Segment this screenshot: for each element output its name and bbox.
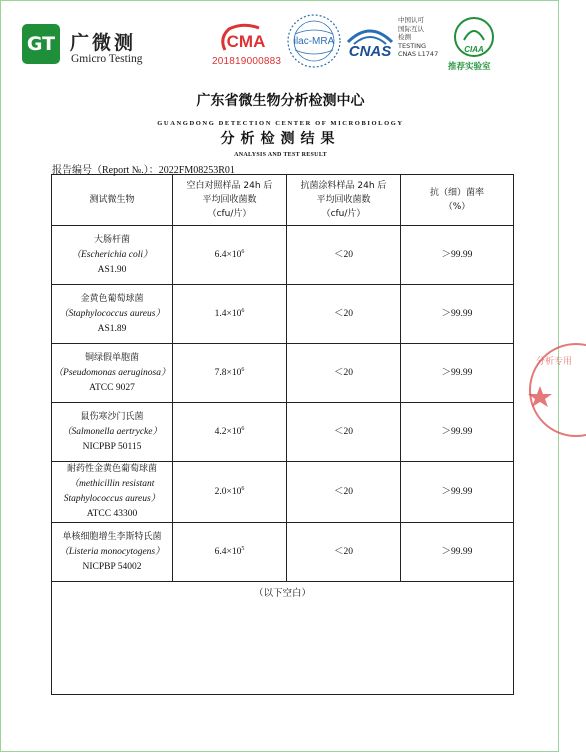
organism-name-cn: 耐药性金黄色葡萄球菌 bbox=[66, 464, 157, 474]
sample-cell bbox=[287, 285, 401, 344]
organism-name-latin: Staphylococcus aureus） bbox=[63, 494, 161, 504]
rate-cell bbox=[401, 285, 514, 344]
ciaa-mark-text: CIAA bbox=[464, 45, 484, 54]
sample-value: ＜20 bbox=[333, 486, 353, 497]
seal-stamp bbox=[526, 340, 586, 440]
results-table bbox=[51, 174, 514, 695]
cnas-accreditation-text bbox=[398, 16, 438, 59]
rate-value: ＞99.99 bbox=[441, 546, 473, 557]
cnas-mark-text: CNAS bbox=[348, 43, 392, 60]
header-text: （%） bbox=[443, 202, 471, 212]
control-value: 1.4×10 bbox=[214, 308, 242, 319]
cnas-line: TESTING bbox=[398, 41, 426, 50]
header-microorganism bbox=[52, 175, 173, 226]
header-sample bbox=[287, 175, 401, 226]
control-exponent: 6 bbox=[241, 425, 245, 432]
cnas-logo bbox=[344, 24, 396, 64]
organism-strain: ATCC 9027 bbox=[89, 382, 135, 393]
blank-note: （以下空白） bbox=[253, 588, 311, 599]
center-name: 广东省微生物分析检测中心 bbox=[196, 93, 365, 109]
cnas-line: 国际互认 bbox=[398, 24, 424, 33]
rate-value: ＞99.99 bbox=[441, 426, 473, 437]
organism-name-cn: 铜绿假单胞菌 bbox=[84, 352, 139, 363]
rate-value: ＞99.99 bbox=[441, 308, 473, 319]
rate-cell bbox=[401, 403, 514, 462]
cma-logo bbox=[219, 24, 273, 54]
cnas-line: 检测 bbox=[398, 33, 411, 42]
ciaa-logo bbox=[448, 16, 500, 60]
sample-cell bbox=[287, 403, 401, 462]
table-row bbox=[52, 523, 514, 582]
sample-value: ＜20 bbox=[333, 367, 353, 378]
organism-strain: ATCC 43300 bbox=[86, 509, 138, 519]
table-row bbox=[52, 226, 514, 285]
header-text: 平均回收菌数 bbox=[202, 195, 257, 205]
header-text: 空白对照样品 24h 后 bbox=[186, 181, 273, 191]
sample-cell bbox=[287, 226, 401, 285]
control-value: 6.4×10 bbox=[214, 546, 242, 557]
ciaa-label: 推荐实验室 bbox=[448, 62, 491, 72]
header-text: 抗菌涂料样品 24h 后 bbox=[300, 181, 387, 191]
cnas-line: CNAS L1747 bbox=[398, 50, 439, 59]
organism-name-latin: （Listeria monocytogens） bbox=[59, 546, 165, 557]
control-cell bbox=[173, 226, 287, 285]
cma-mark-text: CMA bbox=[226, 32, 266, 51]
rate-value: ＞99.99 bbox=[441, 367, 473, 378]
table-row bbox=[52, 344, 514, 403]
sample-cell bbox=[287, 523, 401, 582]
control-cell bbox=[173, 285, 287, 344]
cnas-line: 中国认可 bbox=[398, 16, 424, 24]
control-cell bbox=[173, 403, 287, 462]
table-row bbox=[52, 285, 514, 344]
sample-value: ＜20 bbox=[333, 546, 353, 557]
microorganism-cell bbox=[52, 523, 173, 582]
header-text: 平均回收菌数 bbox=[316, 195, 371, 205]
header-text: （cfu/片） bbox=[207, 209, 252, 219]
control-cell bbox=[173, 523, 287, 582]
rate-value: ＞99.99 bbox=[441, 249, 473, 260]
cma-number: 201819000883 bbox=[212, 56, 282, 67]
organism-strain: NICPBP 50115 bbox=[82, 441, 142, 452]
seal-text: 分析专用 bbox=[536, 357, 573, 367]
sample-value: ＜20 bbox=[333, 308, 353, 319]
header-text: （cfu/片） bbox=[321, 209, 366, 219]
control-exponent: 6 bbox=[241, 366, 245, 373]
control-value: 6.4×10 bbox=[214, 249, 242, 260]
rate-value: ＞99.99 bbox=[441, 486, 473, 497]
microorganism-cell bbox=[52, 226, 173, 285]
control-value: 7.8×10 bbox=[214, 367, 242, 378]
control-value: 4.2×10 bbox=[214, 426, 242, 437]
organism-name-latin: （Salmonella aertrycke） bbox=[62, 426, 162, 437]
document-title: 分析检测结果 bbox=[220, 131, 341, 147]
sample-cell bbox=[287, 344, 401, 403]
control-exponent: 6 bbox=[241, 307, 245, 314]
organism-strain: NICPBP 54002 bbox=[82, 561, 142, 572]
control-exponent: 5 bbox=[241, 545, 245, 552]
control-value: 2.0×10 bbox=[214, 486, 242, 497]
company-name-en: Gmicro Testing bbox=[71, 53, 143, 65]
control-cell bbox=[173, 462, 287, 523]
organism-name-latin: （methicillin resistant bbox=[69, 479, 155, 489]
organism-name-cn: 大肠杆菌 bbox=[93, 234, 130, 245]
rate-cell bbox=[401, 462, 514, 523]
sample-value: ＜20 bbox=[333, 249, 353, 260]
sample-value: ＜20 bbox=[333, 426, 353, 437]
blank-row bbox=[52, 582, 514, 695]
company-name-cn: 广微测 bbox=[70, 32, 137, 54]
organism-name-cn: 鼠伤寒沙门氏菌 bbox=[80, 411, 144, 422]
blank-note-cell bbox=[52, 582, 514, 695]
ilac-mark-text: ilac-MRA bbox=[293, 36, 335, 47]
microorganism-cell bbox=[52, 285, 173, 344]
control-exponent: 6 bbox=[241, 248, 245, 255]
microorganism-cell bbox=[52, 344, 173, 403]
organism-name-cn: 单核细胞增生李斯特氏菌 bbox=[62, 531, 162, 542]
organism-name-cn: 金黄色葡萄球菌 bbox=[80, 293, 144, 304]
sample-cell bbox=[287, 462, 401, 523]
ilac-mra-logo bbox=[285, 12, 343, 70]
control-exponent: 6 bbox=[241, 485, 245, 492]
organism-strain: AS1.90 bbox=[97, 264, 127, 275]
rate-cell bbox=[401, 523, 514, 582]
rate-cell bbox=[401, 344, 514, 403]
document-title-en: ANALYSIS AND TEST RESULT bbox=[234, 152, 327, 158]
header-rate bbox=[401, 175, 514, 226]
header-control bbox=[173, 175, 287, 226]
microorganism-cell bbox=[52, 462, 173, 523]
organism-name-latin: （Escherichia coli） bbox=[71, 249, 153, 260]
report-number: 报告编号（Report №.）：2022FM08253R01 bbox=[52, 165, 235, 176]
table-row bbox=[52, 403, 514, 462]
table-row bbox=[52, 462, 514, 523]
organism-name-latin: （Staphylococcus aureus） bbox=[59, 308, 165, 319]
center-name-en: GUANGDONG DETECTION CENTER OF MICROBIOLOGY bbox=[157, 120, 404, 127]
header-text: 测试微生物 bbox=[89, 195, 135, 205]
header-text: 抗（细）菌率 bbox=[429, 188, 484, 198]
table-header-row bbox=[52, 175, 514, 226]
organism-name-latin: （Pseudomonas aeruginosa） bbox=[53, 367, 171, 378]
organism-strain: AS1.89 bbox=[97, 323, 127, 334]
gmicro-logo-mark: GT bbox=[22, 24, 60, 64]
microorganism-cell bbox=[52, 403, 173, 462]
rate-cell bbox=[401, 226, 514, 285]
control-cell bbox=[173, 344, 287, 403]
